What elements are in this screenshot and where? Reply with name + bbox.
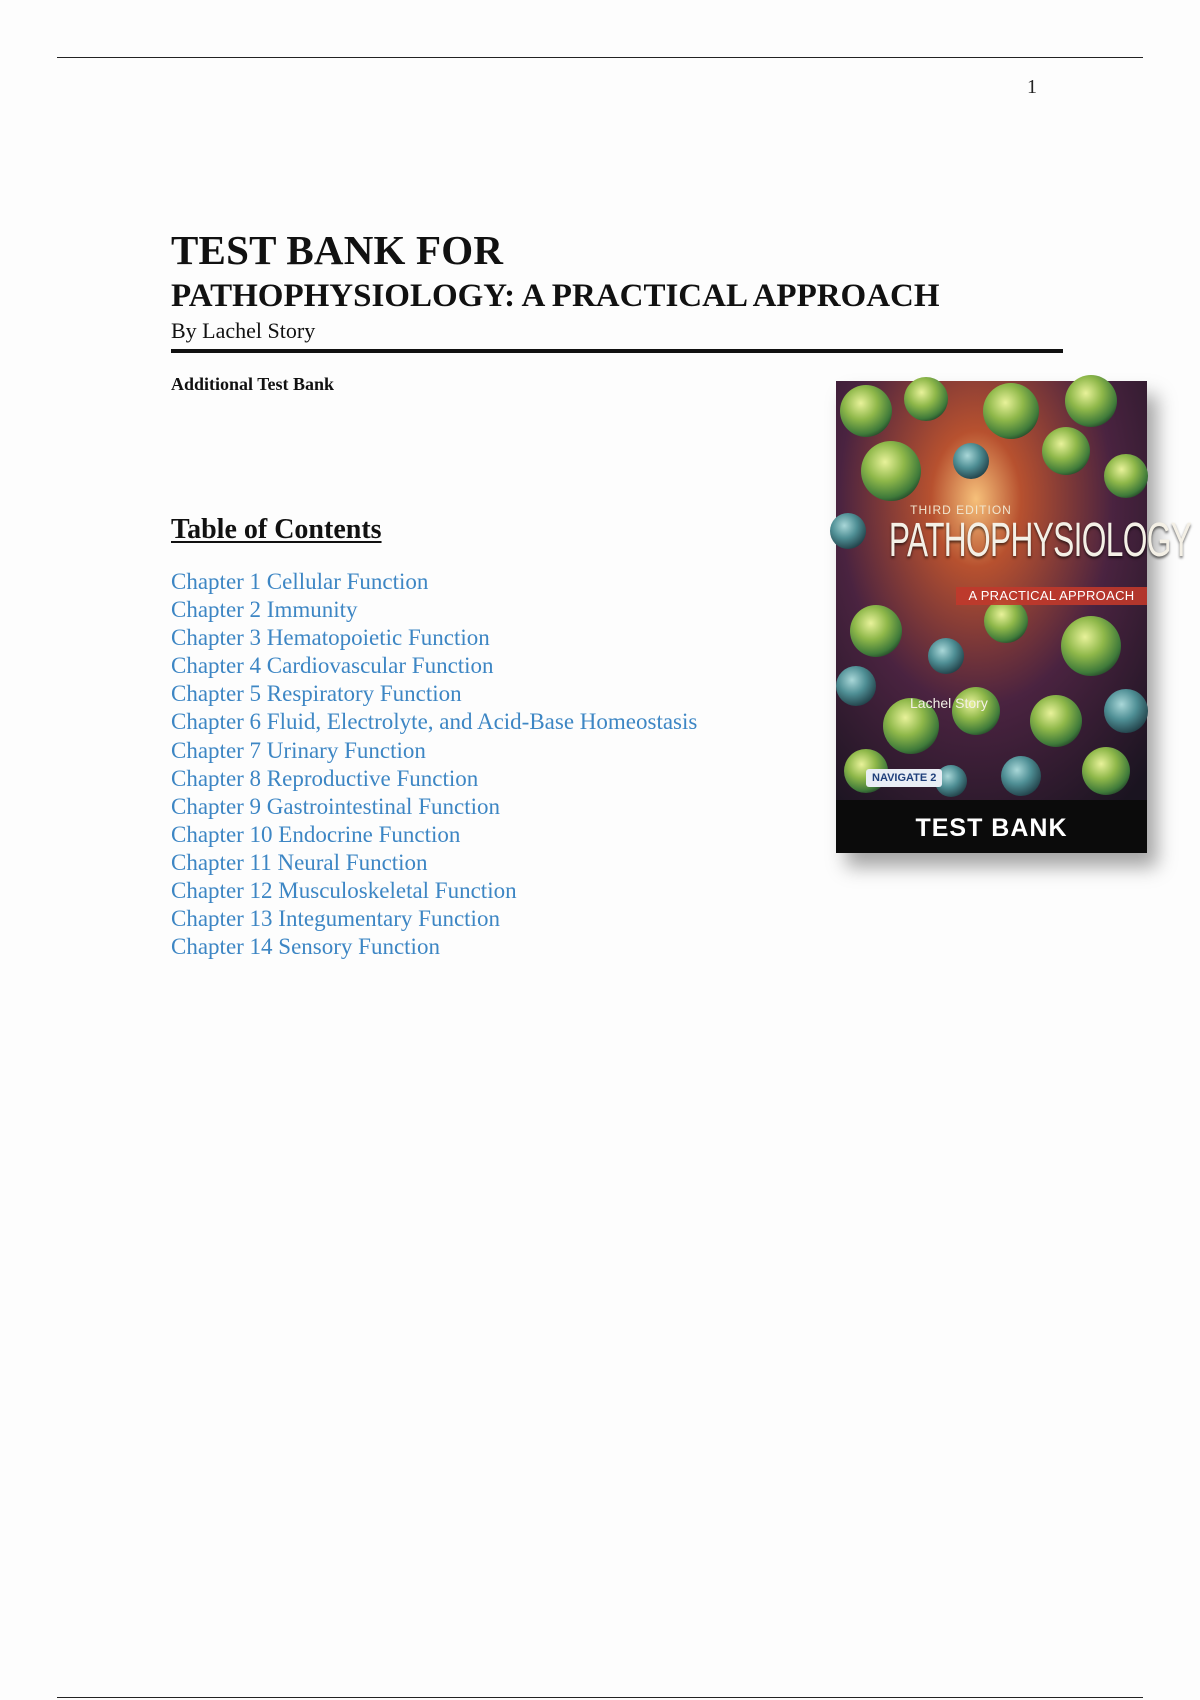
book-cover-image — [836, 381, 1192, 853]
toc-item — [171, 793, 697, 821]
toc-link-chapter-6[interactable]: Chapter 6 Fluid, Electrolyte, and Acid-Base Homeostasis — [171, 709, 698, 735]
bottom-rule — [57, 1697, 1143, 1698]
toc-item — [171, 652, 697, 680]
toc-link-chapter-10[interactable]: Chapter 10 Endocrine Function — [171, 821, 461, 847]
toc-link-chapter-5[interactable]: Chapter 5 Respiratory Function — [171, 681, 462, 707]
toc-item — [171, 933, 697, 961]
toc-item — [171, 680, 697, 708]
toc-item — [171, 596, 697, 624]
toc-item — [171, 624, 697, 652]
toc-link-chapter-3[interactable]: Chapter 3 Hematopoietic Function — [171, 625, 490, 651]
cover-edition: THIRD EDITION — [910, 503, 1012, 517]
toc-item — [171, 568, 697, 596]
toc-link-chapter-8[interactable]: Chapter 8 Reproductive Function — [171, 765, 479, 791]
cover-author: Lachel Story — [910, 695, 988, 711]
toc-item — [171, 821, 697, 849]
toc-link-chapter-14[interactable]: Chapter 14 Sensory Function — [171, 934, 440, 960]
toc-item — [171, 905, 697, 933]
toc-item — [171, 737, 697, 765]
book-title: PATHOPHYSIOLOGY: A PRACTICAL APPROACH — [171, 278, 940, 314]
cover-title: PATHOPHYSIOLOGY — [888, 514, 1192, 567]
toc-item — [171, 849, 697, 877]
cover-band-text: TEST BANK — [915, 814, 1068, 842]
toc-link-chapter-13[interactable]: Chapter 13 Integumentary Function — [171, 906, 500, 932]
cover-subtitle: A PRACTICAL APPROACH — [968, 588, 1135, 603]
toc-link-chapter-12[interactable]: Chapter 12 Musculoskeletal Function — [171, 878, 517, 904]
toc-link-chapter-1[interactable]: Chapter 1 Cellular Function — [171, 569, 429, 594]
top-rule — [57, 57, 1143, 58]
toc-list — [171, 568, 697, 961]
document-title: TEST BANK FOR — [171, 227, 504, 273]
page-number: 1 — [1027, 76, 1037, 98]
book-author: By Lachel Story — [171, 318, 316, 343]
title-divider — [171, 349, 1063, 353]
toc-item — [171, 877, 697, 905]
navigate-logo: NAVIGATE 2 — [866, 769, 942, 787]
toc-link-chapter-2[interactable]: Chapter 2 Immunity — [171, 597, 358, 623]
toc-heading: Table of Contents — [171, 514, 382, 545]
toc-link-chapter-7[interactable]: Chapter 7 Urinary Function — [171, 737, 426, 763]
additional-test-bank-label: Additional Test Bank — [171, 374, 335, 394]
toc-link-chapter-4[interactable]: Chapter 4 Cardiovascular Function — [171, 653, 494, 679]
toc-link-chapter-9[interactable]: Chapter 9 Gastrointestinal Function — [171, 793, 500, 819]
toc-item — [171, 708, 697, 736]
toc-link-chapter-11[interactable]: Chapter 11 Neural Function — [171, 849, 428, 875]
toc-item — [171, 765, 697, 793]
